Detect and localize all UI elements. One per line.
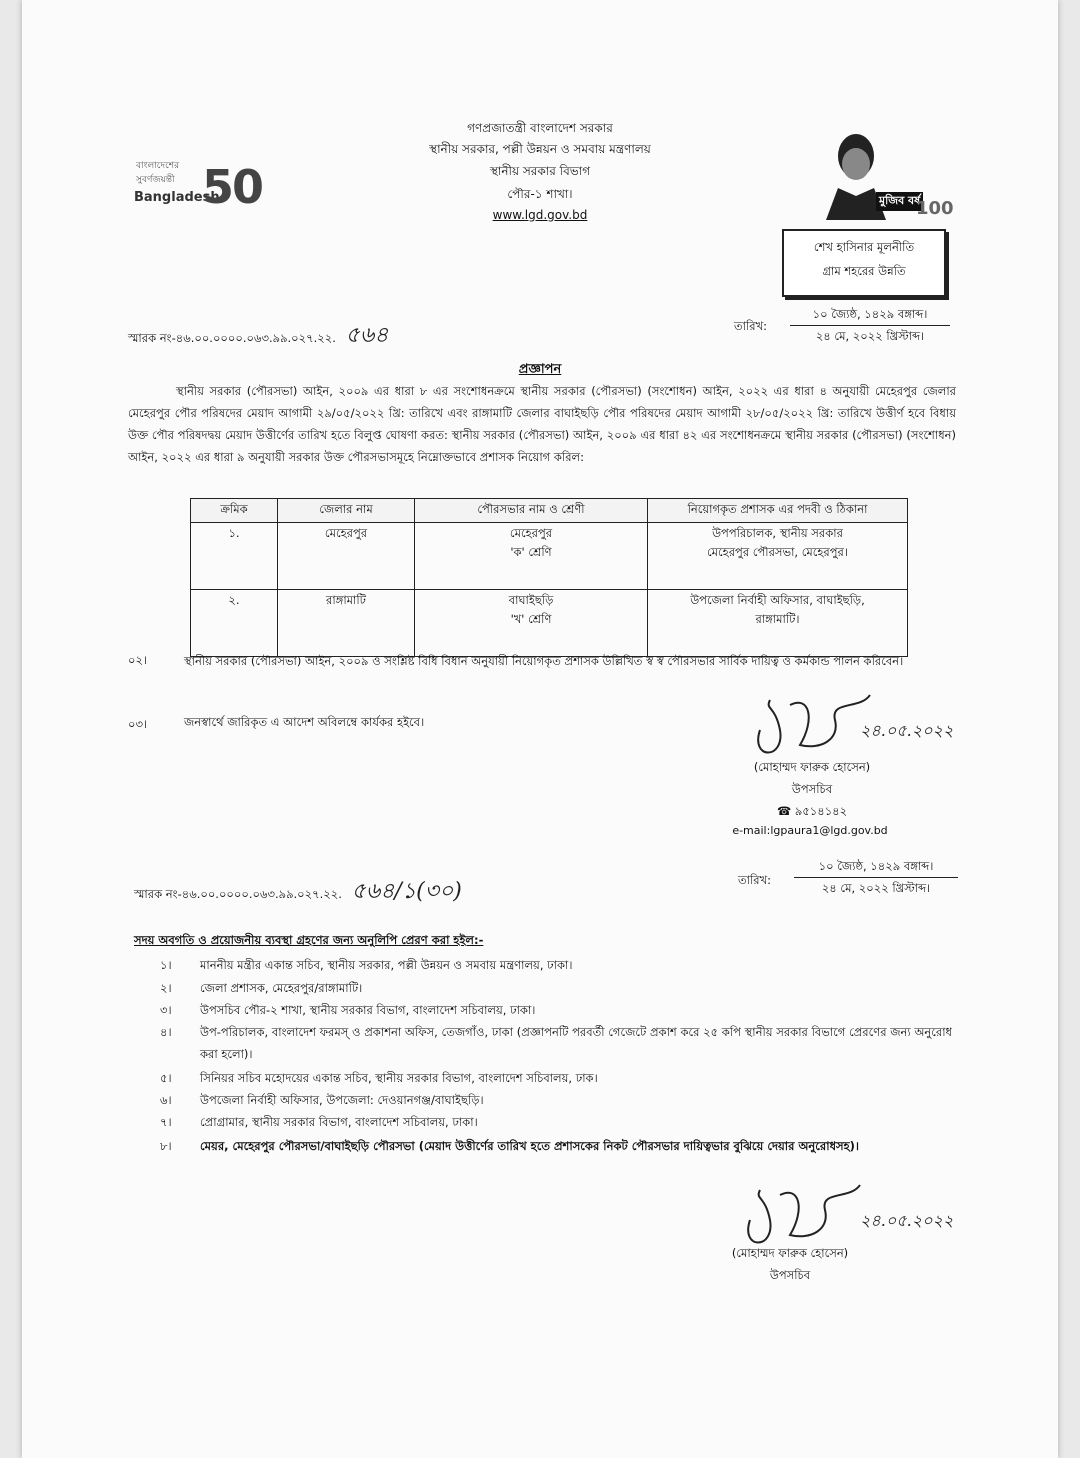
list-item: প্রোগ্রামার, স্থানীয় সরকার বিভাগ, বাংলাদেশ সচিবালয়, ঢাকা। — [200, 1115, 478, 1129]
signature-2-date: ২৪.০৫.২০২২ — [860, 1211, 954, 1230]
col-administrator: নিয়োগকৃত প্রশাসক এর পদবী ও ঠিকানা — [648, 499, 908, 523]
point3-number: ০৩। — [128, 717, 148, 731]
paurashava-class: 'ক' শ্রেণি — [510, 545, 552, 559]
list-item: সিনিয়র সচিব মহোদয়ের একান্ত সচিব, স্থানীয় সরকার বিভাগ, বাংলাদেশ সচিবালয়, ঢাক। — [200, 1071, 598, 1085]
cell-paurashava — [415, 523, 648, 590]
slogan-line2: গ্রাম শহরের উন্নতি — [822, 264, 906, 278]
memo1-date-english: ২৪ মে, ২০২২ খ্রিস্টাব্দ। — [815, 329, 925, 343]
list-item: মেয়র, মেহেরপুর পৌরসভা/বাঘাইছড়ি পৌরসভা (মেয়াদ উত্তীর্ণের তারিখ হতে প্রশাসকের নিকট পৌরসভার দায়িত্বভার বুঝিয়ে দেয়ার অনুরোধসহ)। — [200, 1139, 860, 1153]
memo2-date-label: তারিখ: — [738, 873, 772, 887]
list-item-number: ১। — [160, 958, 172, 972]
division-name: স্থানীয় সরকার বিভাগ — [489, 164, 591, 178]
memo2-ref-number: স্মারক নং-৪৬.০০.০০০০.০৬৩.৯৯.০২৭.২২. — [134, 887, 342, 901]
memo1-ref — [128, 318, 388, 355]
body-paragraph: স্থানীয় সরকার (পৌরসভা) আইন, ২০০৯ এর ধারা ৮ এর সংশোধনক্রমে স্থানীয় সরকার (পৌরসভা) (সংশোধন) আইন, ২০২২ এর ধারা ৪ অনুযায়ী মেহেরপুর জেলার মেহেরপুর পৌর পরিষদের মেয়াদ আগামী ২৯/০৫/২০২২ খ্রি: তারিখে এবং রাঙ্গামাটি জেলার বাঘাইছড়ি পৌর পরিষদের মেয়াদ আগামী ২৮/০৫/২০২২ খ্রি: তারিখে উত্তীর্ণ হবে বিধায় উক্ত পৌর পরিষদদ্বয় মেয়াদ উত্তীর্ণের তারিখ হতে বিলুপ্ত ঘোষণা করত: স্থানীয় সরকার (পৌরসভা) আইন, ২০০৯ এর ধারা ৪২ এর সংশোধনক্রমে স্থানীয় সরকার (পৌরসভা) (সংশোধন) আইন, ২০২২ এর ধারা ৯ অনুযায়ী সরকার উক্ত পৌরসভাসমূহে নিম্নোক্তভাবে প্রশাসক নিয়োগ করিল: — [128, 384, 956, 464]
slogan-line1: শেখ হাসিনার মূলনীতি — [813, 240, 915, 254]
list-item: মাননীয় মন্ত্রীর একান্ত সচিব, স্থানীয় সরকার, পল্লী উন্নয়ন ও সমবায় মন্ত্রণালয়, ঢাকা। — [200, 958, 573, 972]
list-item-number: ৬। — [160, 1093, 172, 1107]
list-item-number: ৭। — [160, 1115, 172, 1129]
signature-1-email: e-mail:lgpaura1@lgd.gov.bd — [732, 824, 888, 837]
signature-1-name: (মোহাম্মদ ফারুক হোসেন) — [753, 760, 871, 774]
signature-2-scribble — [730, 1180, 880, 1250]
signature-2-designation: উপসচিব — [769, 1268, 811, 1282]
logo-text-line1: বাংলাদেশের — [136, 161, 180, 171]
memo2-ref-handwritten: ৫৬৪/১(৩০) — [351, 879, 462, 904]
admin-line2: মেহেরপুর পৌরসভা, মেহেরপুর। — [706, 545, 848, 559]
table-row — [191, 590, 908, 657]
paurashava-class: 'খ' শ্রেণি — [510, 612, 552, 626]
point3-text: জনস্বার্থে জারিকৃত এ আদেশ অবিলম্বে কার্যকর হইবে। — [184, 715, 425, 729]
notification-title: প্রজ্ঞাপন — [518, 362, 562, 377]
memo1-ref-number: স্মারক নং-৪৬.০০.০০০০.০৬৩.৯৯.০২৭.২২. — [128, 331, 336, 345]
col-serial: ক্রমিক — [191, 499, 278, 523]
mujib-text: মুজিব বর্ষ — [876, 192, 923, 211]
point2-number: ০২। — [128, 653, 148, 667]
list-item: জেলা প্রশাসক, মেহেরপুর/রাঙ্গামাটি। — [200, 981, 363, 995]
cell-district: রাঙ্গামাটি — [278, 590, 415, 657]
memo2-date-bangla: ১০ জ্যৈষ্ঠ, ১৪২৯ বঙ্গাব্দ। — [794, 858, 958, 878]
govt-name: গণপ্রজাতন্ত্রী বাংলাদেশ সরকার — [467, 121, 613, 135]
cell-serial: ২. — [191, 590, 278, 657]
memo1-date-bangla: ১০ জ্যৈষ্ঠ, ১৪২৯ বঙ্গাব্দ। — [790, 306, 950, 326]
signature-1-phone — [712, 800, 912, 822]
cell-administrator — [648, 523, 908, 590]
paurashava-name: বাঘাইছড়ি — [508, 593, 554, 607]
signature-1-designation: উপসচিব — [791, 782, 833, 796]
cell-administrator — [648, 590, 908, 657]
signature-2-name: (মোহাম্মদ ফারুক হোসেন) — [731, 1246, 849, 1260]
logo-text-line2: সুবর্ণজয়ন্তী — [136, 175, 175, 185]
logo-text-line3: Bangladesh — [134, 190, 220, 205]
website-link[interactable]: www.lgd.gov.bd — [492, 208, 588, 222]
memo2-ref — [134, 874, 462, 911]
phone-number: ৯৫১৪১৪২ — [794, 804, 848, 818]
list-item: উপসচিব পৌর-২ শাখা, স্থানীয় সরকার বিভাগ, বাংলাদেশ সচিবালয়, ঢাকা। — [200, 1003, 536, 1017]
memo2-date-english: ২৪ মে, ২০২২ খ্রিস্টাব্দ। — [821, 881, 931, 895]
administrator-table — [190, 498, 908, 657]
list-item-number: ২। — [160, 981, 172, 995]
memo1-ref-handwritten: ৫৬৪ — [345, 323, 389, 348]
admin-line1: উপজেলা নির্বাহী অফিসার, বাঘাইছড়ি, — [690, 593, 865, 607]
list-item-number: ৩। — [160, 1003, 172, 1017]
list-item-number: ৫। — [160, 1071, 172, 1085]
cell-serial: ১. — [191, 523, 278, 590]
phone-icon: ☎ — [776, 804, 792, 818]
slogan-box — [782, 229, 946, 297]
list-item-number: ৪। — [160, 1025, 172, 1039]
mujib-number: 100 — [916, 198, 954, 219]
table-row — [191, 523, 908, 590]
cell-paurashava — [415, 590, 648, 657]
list-item: উপজেলা নির্বাহী অফিসার, উপজেলা: দেওয়ানগঞ্জ/বাঘাইছড়ি। — [200, 1093, 484, 1107]
table-header-row — [191, 499, 908, 523]
mujib-100-logo — [812, 130, 954, 222]
col-paurashava: পৌরসভার নাম ও শ্রেণী — [415, 499, 648, 523]
signature-1-date: ২৪.০৫.২০২২ — [860, 721, 954, 740]
admin-line1: উপপরিচালক, স্থানীয় সরকার — [712, 526, 843, 540]
list-item-number: ৮। — [160, 1139, 172, 1153]
admin-line2: রাঙ্গামাটি। — [755, 612, 800, 626]
ministry-name: স্থানীয় সরকার, পল্লী উন্নয়ন ও সমবায় মন্ত্রণালয় — [429, 142, 651, 156]
logo-number: 50 — [202, 160, 263, 214]
cell-district: মেহেরপুর — [278, 523, 415, 590]
col-district: জেলার নাম — [278, 499, 415, 523]
paurashava-name: মেহেরপুর — [509, 526, 553, 540]
list-item: উপ-পরিচালক, বাংলাদেশ ফরমস্ ও প্রকাশনা অফিস, তেজগাঁও, ঢাকা (প্রজ্ঞাপনটি পরবর্তী গেজেটে প্রকাশ করে ২৫ কপি স্থানীয় সরকার বিভাগে প্রেরণের জন্য অনুরোধ করা হলো)। — [200, 1025, 952, 1061]
distribution-heading: সদয় অবগতি ও প্রয়োজনীয় ব্যবস্থা গ্রহণের জন্য অনুলিপি প্রেরণ করা হইল:- — [134, 933, 484, 947]
memo1-date-label: তারিখ: — [734, 319, 768, 333]
point2-text: স্থানীয় সরকার (পৌরসভা) আইন, ২০০৯ ও সংশ্লিষ্ট বিধি বিধান অনুযায়ী নিয়োগকৃত প্রশাসক উল্লিখিত স্ব স্ব পৌরসভার সার্বিক দায়িত্ব ও কর্মকান্ড পালন করিবেন। — [184, 654, 904, 668]
branch-name: পৌর-১ শাখা। — [507, 187, 573, 201]
